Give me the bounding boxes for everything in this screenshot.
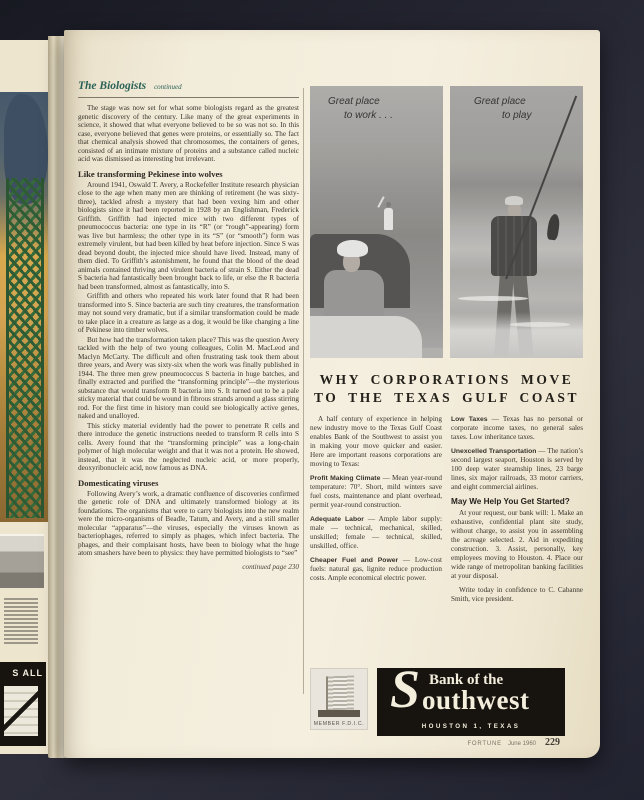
ad-bottom-row: [310, 659, 583, 736]
article-paragraph: The stage was now set for what some biologists regard as the greatest genetic discovery of the century. Like many of the great experiments in science, it showed that what everyone believed to be so was not so. In this case, everyone believed that genes were proteins, or essentially so. The fact that chemical analysis showed that chromosomes, the containers of genes, consisted of an intimate mixture of proteins and a substance called nucleic acid was dismissed as interesting but irrelevant.: [78, 104, 299, 163]
ad-body-right-column: [451, 415, 583, 609]
ad-get-started-heading: May We Help You Get Started?: [451, 497, 570, 506]
ad-photo-play: [450, 86, 583, 358]
article-continued-label: continued: [154, 83, 182, 91]
logo-line-top: Bank of the: [429, 672, 504, 688]
article-subhead: Domesticating viruses: [78, 477, 159, 488]
skyscraper-icon: [326, 676, 354, 711]
header-rule: [78, 97, 299, 98]
magazine-page: [64, 30, 600, 758]
ad-item: Unexcelled Transportation — The nation’s second largest seaport, Houston is served by 100 deep water steamship lines, 23 barge lines, six major railroads, 33 motor carriers, and eight commercial airlines.: [451, 447, 583, 491]
ad-body-columns: [310, 415, 583, 609]
facing-page-photo: [0, 534, 44, 588]
caught-fish: [546, 213, 561, 240]
member-fdic-label: MEMBER F.D.I.C.: [313, 721, 365, 727]
ad-body-left-column: [310, 415, 442, 609]
article-paragraph: This sticky material evidently had the power to penetrate R cells and there introduce the genetic instructions needed to transform R cells into S cells. Avery found that the “transforming principle” was a long-chain polymer of high molecular weight and that it was not a protein. He showed, instead, that it was the neglected nucleic acid, or more properly, deoxyribonucleic acid, now famous as DNA.: [78, 421, 299, 472]
ad-item: Profit Making Climate — Mean year-round temperature: 70°. Short, mild winters save fuel costs, maintenance and plant overhead, permit year-round construction.: [310, 474, 442, 509]
ad-item: Cheaper Fuel and Power — Low-cost fuels: natural gas, lignite reduce production costs. Ample economical electric power.: [310, 556, 442, 582]
facing-page-painting: [0, 92, 50, 522]
bank-logo: [377, 659, 565, 736]
logo-line-bottom: outhwest: [422, 685, 530, 715]
surf-foam: [450, 312, 583, 358]
car-door: [310, 316, 422, 358]
article-header: [78, 76, 299, 94]
article-paragraph: Griffith and others who repeated his work later found that R had been transformed into S. Since bacteria are such tiny creatures, the transformation may not sound very dramatic, but if a similar transformation could be made to take place in a creature as large as a dog, it would be like changing a line of Pekinese into timber wolves.: [78, 292, 299, 334]
magazine-name: FORTUNE: [467, 741, 502, 747]
advertisement: [310, 86, 583, 609]
ad-photo-pair: [310, 86, 583, 358]
article-paragraph: But how had the transformation taken place? This was the question Avery tackled with the help of two young colleagues, Colin M. MacLeod and Maclyn McCarty. The difficult and often frustrating task took them about three years, and Avery was sixty-six when the work was finally published in 1944. The three men grew pneumococcus S bacteria in huge batches, and finally extracted and purified the “transforming principle”—the mysterious substance that would transform R bacteria into S. It turned out to be a pale sticky material that could be wound in fibrous strands around a glass stirring rod. For the first time in history man could see biologically active genes, naked and unalloyed.: [78, 335, 299, 420]
column-divider-rule: [303, 88, 304, 694]
waving-woman-figure: [377, 196, 384, 208]
issue-date: June 1960: [507, 741, 536, 747]
page-number: 229: [545, 737, 560, 748]
ad-item: Low Taxes — Texas has no personal or corporate income taxes, no general sales taxes. Low inheritance taxes.: [451, 415, 583, 441]
ad-photo-work: [310, 86, 443, 358]
facing-page-cartoon: [4, 686, 38, 736]
bank-building-illustration: [310, 668, 368, 730]
hard-hat: [337, 240, 368, 257]
photo-caption-work: Great place to work . . .: [328, 96, 393, 121]
article-paragraph: Following Avery’s work, a dramatic confluence of discoveries confirmed the genetic role of DNA and ultimately transformed biology at its foundations. The organisms that were to carry biologists into the new realm were the micro-organisms of Beadle, Tatum, and Avery, and a still smaller molecular “apparatus”—the viruses, especially the viruses known as bacteriophages, referred to simply as phages, which infect bacteria. The phages, and their complaisant hosts, have been to biology what the huge atom smashers have been to physics: they have permitted biologists to “see”: [78, 489, 299, 557]
photo-caption-play: Great place to play: [474, 96, 532, 121]
article-paragraph: Around 1941, Oswald T. Avery, a Rockefeller Institute research physician close to the age when many men are thinking of retirement (he was sixty-three), tackled afresh a mystery that had been vexing him and other biologists since it had been reported in 1928 by an Englishman, Frederick Griffith. Griffith had injected mice with two different types of pneumococcus bacteria: one type in its “R” (or “rough”-appearing) form was live but harmless; the other type in its “S” (or “smooth”) form was extremely virulent, but had been killed by heat before injection. Since S was dead beyond doubt, the injected mice should have lived. Instead, many of them died. To Griffith’s astonishment, he found that the blood of the dead animals contained thriving and virulent bacteria of strain S. Either the dead S bacteria had fantastically been brought back to life, or else the R bacteria had been transformed, almost as fantastically, into S.: [78, 180, 299, 291]
continued-page-note: continued page 230: [242, 562, 299, 571]
facing-page-ad-text: S ALL: [12, 668, 43, 678]
ad-headline: WHY CORPORATIONS MOVE TO THE TEXAS GULF COAST: [313, 372, 580, 405]
facing-page-ad-box: [0, 662, 46, 746]
ad-item: Adequate Labor — Ample labor supply: male — technical, mechanical, skilled, unskilled; female — technical, skilled, unskilled, office.: [310, 515, 442, 550]
article-subhead: Like transforming Pekinese into wolves: [78, 168, 223, 179]
ad-get-started-body: At your request, our bank will: 1. Make an exhaustive, confidential plant site study, without charge, to assist you in assembling the acreage selected. 2. Aid in expediting construction. 3. Assist, personally, key employees moving to Houston. 4. Place our wide range of metropolitan banking facilities at your disposal.: [451, 509, 583, 580]
oil-derrick-illustration: [6, 178, 44, 518]
facing-page-caption-lines: [4, 596, 38, 646]
fisherman-cap: [505, 196, 523, 205]
fishing-rod: [505, 96, 577, 280]
ad-intro: A half century of experience in helping new industry move to the Texas Gulf Coast enables Bank of the Southwest to assist you in making your move quicker and easier. Here are important reasons corporations are moving to Texas:: [310, 415, 442, 468]
logo-city-line: HOUSTON 1, TEXAS: [421, 723, 521, 730]
article-title: The Biologists: [78, 80, 147, 92]
ad-write-today: Write today in confidence to C. Cabanne Smith, vice president.: [451, 586, 583, 603]
article-column: [78, 76, 299, 571]
logo-big-s: S: [390, 659, 421, 719]
page-footer: [467, 732, 560, 750]
